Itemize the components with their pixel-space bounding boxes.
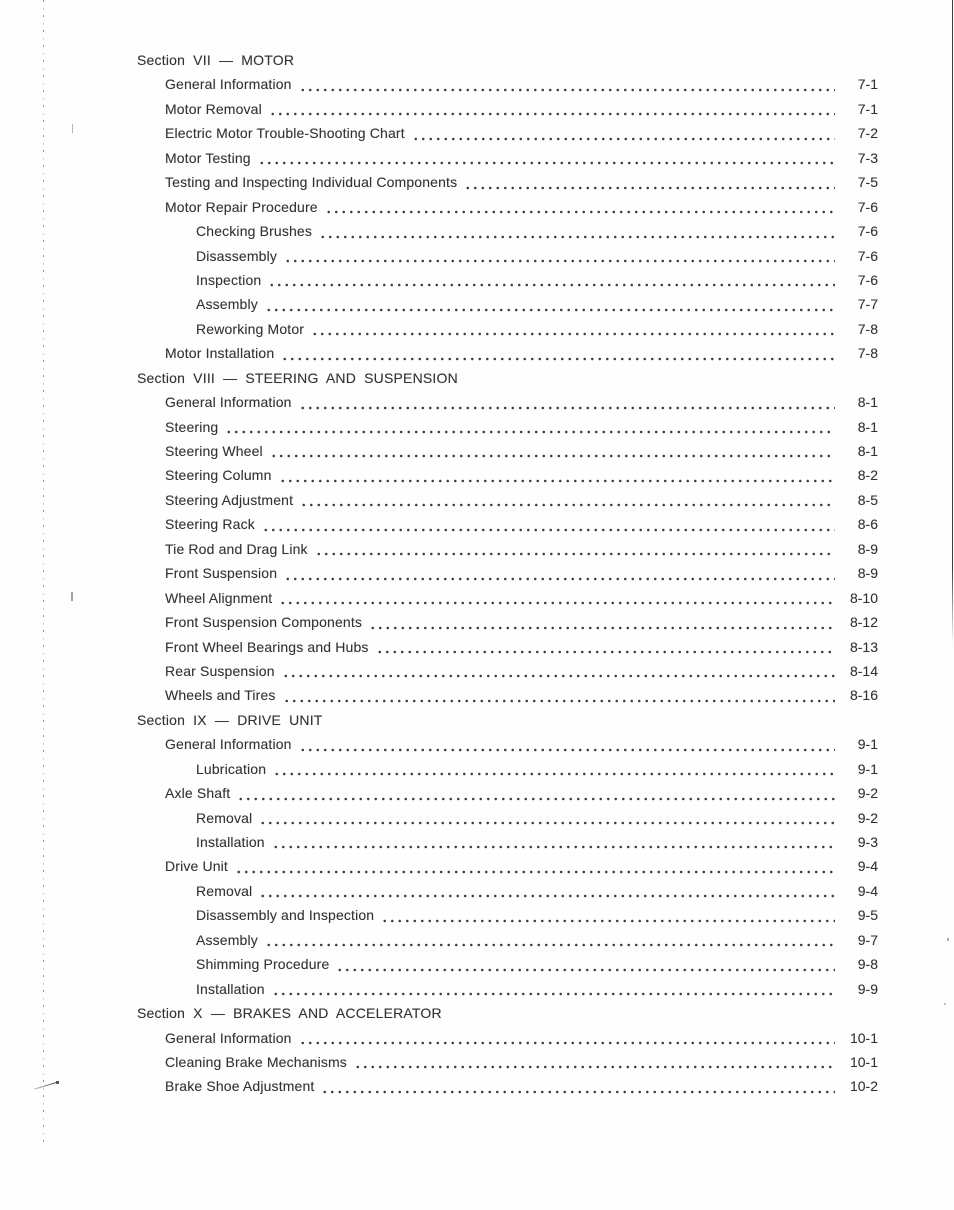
toc-entry-label: Brake Shoe Adjustment bbox=[165, 1078, 315, 1095]
toc-entry-label: Steering Rack bbox=[165, 516, 255, 533]
toc-entry-label: Steering bbox=[165, 418, 219, 435]
toc-entry-label: Cleaning Brake Mechanisms bbox=[165, 1053, 347, 1070]
toc-entry-label: General Information bbox=[165, 394, 292, 411]
toc-entry-label: Inspection bbox=[196, 271, 262, 288]
toc-entry-label: Electric Motor Trouble-Shooting Chart bbox=[165, 125, 405, 142]
scan-artifact-speck bbox=[947, 938, 949, 941]
toc-entry-row bbox=[0, 1050, 878, 1074]
dot-leader bbox=[265, 292, 835, 316]
toc-entry-label: Motor Removal bbox=[165, 100, 262, 117]
page-number: 9-4 bbox=[857, 858, 878, 875]
section-header-row bbox=[0, 708, 878, 732]
dot-leader bbox=[369, 610, 835, 634]
toc-entry-row bbox=[0, 219, 878, 243]
toc-entry-row bbox=[0, 659, 878, 683]
page-number: 10-1 bbox=[849, 1053, 878, 1070]
toc-entry-label: Assembly bbox=[196, 931, 258, 948]
dot-leader bbox=[272, 977, 835, 1001]
toc-entry-row bbox=[0, 635, 878, 659]
dot-leader bbox=[311, 317, 835, 341]
dot-leader bbox=[262, 512, 835, 536]
toc-entry-row bbox=[0, 268, 878, 292]
page-number: 7-6 bbox=[857, 198, 878, 215]
section-title: Section X — BRAKES AND ACCELERATOR bbox=[137, 1005, 442, 1022]
toc-entry-label: Removal bbox=[196, 882, 253, 899]
page-number: 7-2 bbox=[857, 125, 878, 142]
page-number: 9-2 bbox=[857, 809, 878, 826]
page-number: 8-14 bbox=[849, 662, 878, 679]
dot-leader bbox=[265, 928, 835, 952]
page-number: 8-1 bbox=[857, 418, 878, 435]
dot-leader bbox=[270, 439, 835, 463]
dot-leader bbox=[284, 244, 835, 268]
page-number: 9-8 bbox=[857, 956, 878, 973]
dot-leader bbox=[283, 683, 835, 707]
page-number: 7-6 bbox=[857, 271, 878, 288]
toc-entry-label: General Information bbox=[165, 76, 292, 93]
toc-entry-row bbox=[0, 683, 878, 707]
toc-entry-label: Wheels and Tires bbox=[165, 687, 276, 704]
toc-entry-row bbox=[0, 390, 878, 414]
toc-entry-row bbox=[0, 928, 878, 952]
toc-entry-row bbox=[0, 170, 878, 194]
dot-leader bbox=[225, 415, 835, 439]
toc-entry-row bbox=[0, 537, 878, 561]
toc-entry-row bbox=[0, 463, 878, 487]
toc-entry-row bbox=[0, 561, 878, 585]
toc-entry-row bbox=[0, 1026, 878, 1050]
dot-leader bbox=[376, 635, 835, 659]
toc-entry-label: Tie Rod and Drag Link bbox=[165, 540, 308, 557]
toc-entry-label: Lubrication bbox=[196, 760, 267, 777]
dot-leader bbox=[235, 854, 835, 878]
page-number: 8-9 bbox=[857, 540, 878, 557]
toc-entry-label: Motor Repair Procedure bbox=[165, 198, 318, 215]
toc-entry-label: Drive Unit bbox=[165, 858, 228, 875]
toc-entry-label: General Information bbox=[165, 736, 292, 753]
page-number: 7-6 bbox=[857, 247, 878, 264]
section-title: Section IX — DRIVE UNIT bbox=[137, 711, 323, 728]
dot-leader bbox=[300, 488, 835, 512]
page-number: 9-4 bbox=[857, 882, 878, 899]
dot-leader bbox=[269, 97, 835, 121]
toc-entry-row bbox=[0, 806, 878, 830]
page-number: 9-1 bbox=[857, 760, 878, 777]
page-number: 10-1 bbox=[849, 1029, 878, 1046]
dot-leader bbox=[299, 1026, 835, 1050]
page-number: 9-5 bbox=[857, 907, 878, 924]
page-number: 7-3 bbox=[857, 149, 878, 166]
page-number: 9-3 bbox=[857, 834, 878, 850]
toc-entry-label: Disassembly and Inspection bbox=[196, 907, 375, 924]
toc-entry-label: Removal bbox=[196, 809, 253, 826]
toc-entry-row bbox=[0, 977, 878, 1001]
page-number: 8-12 bbox=[849, 614, 878, 631]
scan-artifact-speck bbox=[944, 1003, 946, 1005]
page-number: 8-16 bbox=[849, 687, 878, 704]
toc-entry-row bbox=[0, 292, 878, 316]
toc-entry-row bbox=[0, 854, 878, 878]
dot-leader bbox=[319, 219, 835, 243]
dot-leader bbox=[354, 1050, 835, 1074]
page-number: 7-5 bbox=[857, 174, 878, 191]
toc-entry-label: Checking Brushes bbox=[196, 223, 313, 240]
page-number: 9-1 bbox=[857, 736, 878, 753]
toc-entry-label: Reworking Motor bbox=[196, 320, 305, 337]
dot-leader bbox=[299, 390, 835, 414]
dot-leader bbox=[259, 879, 835, 903]
page-number: 9-9 bbox=[857, 980, 878, 997]
page-number: 8-6 bbox=[857, 516, 878, 533]
dot-leader bbox=[273, 757, 835, 781]
toc-entry-label: Rear Suspension bbox=[165, 662, 275, 679]
toc-entry-label: Front Suspension Components bbox=[165, 614, 363, 631]
page-number: 8-5 bbox=[857, 491, 878, 508]
toc-entry-row bbox=[0, 121, 878, 145]
toc-entry-label: Motor Testing bbox=[165, 149, 251, 166]
page-number: 7-8 bbox=[857, 345, 878, 362]
toc-entry-label: General Information bbox=[165, 1029, 292, 1046]
toc-entry-label: Disassembly bbox=[196, 247, 278, 264]
toc-entry-row bbox=[0, 952, 878, 976]
page-number: 9-2 bbox=[857, 785, 878, 802]
page-number: 8-1 bbox=[857, 394, 878, 411]
section-header-row bbox=[0, 366, 878, 390]
toc-entry-row bbox=[0, 439, 878, 463]
dot-leader bbox=[299, 72, 835, 96]
toc-entry-label: Front Wheel Bearings and Hubs bbox=[165, 638, 369, 655]
toc-entry-row bbox=[0, 415, 878, 439]
dot-leader bbox=[279, 586, 835, 610]
dot-leader bbox=[321, 1074, 835, 1098]
page-number: 10-2 bbox=[849, 1078, 878, 1095]
toc-entry-label: Steering Wheel bbox=[165, 443, 263, 459]
section-header-row bbox=[0, 1001, 878, 1025]
page-number: 7-1 bbox=[857, 76, 878, 93]
dot-leader bbox=[315, 537, 835, 561]
dot-leader bbox=[284, 561, 835, 585]
toc-entry-row bbox=[0, 903, 878, 927]
dot-leader bbox=[268, 268, 835, 292]
page-number: 8-2 bbox=[857, 467, 878, 484]
toc-entry-row bbox=[0, 1074, 878, 1098]
toc-entry-label: Shimming Procedure bbox=[196, 956, 330, 973]
toc-entry-row bbox=[0, 512, 878, 536]
toc-entry-label: Front Suspension bbox=[165, 565, 278, 582]
dot-leader bbox=[325, 195, 835, 219]
section-title: Section VII — MOTOR bbox=[137, 52, 295, 68]
toc-entry-label: Steering Adjustment bbox=[165, 491, 294, 508]
toc-entry-row bbox=[0, 610, 878, 634]
dot-leader bbox=[336, 952, 835, 976]
toc-entry-label: Assembly bbox=[196, 296, 258, 313]
toc-entry-row bbox=[0, 586, 878, 610]
toc-entry-label: Wheel Alignment bbox=[165, 589, 273, 606]
toc-entry-row bbox=[0, 244, 878, 268]
toc-entry-row bbox=[0, 341, 878, 365]
toc-entry-row bbox=[0, 781, 878, 805]
dot-leader bbox=[282, 659, 835, 683]
page-number: 7-1 bbox=[857, 100, 878, 117]
toc-entry-row bbox=[0, 97, 878, 121]
page-number: 8-1 bbox=[857, 443, 878, 459]
toc-entry-row bbox=[0, 72, 878, 96]
dot-leader bbox=[237, 781, 835, 805]
page-number: 8-13 bbox=[849, 638, 878, 655]
toc-entry-label: Testing and Inspecting Individual Components bbox=[165, 174, 458, 191]
page-number: 7-6 bbox=[857, 223, 878, 240]
dot-leader bbox=[259, 806, 835, 830]
toc-entry-row bbox=[0, 317, 878, 341]
page-number: 7-8 bbox=[857, 320, 878, 337]
page-number: 9-7 bbox=[857, 931, 878, 948]
toc-entry-row bbox=[0, 879, 878, 903]
table-of-contents bbox=[0, 48, 878, 1099]
toc-entry-label: Steering Column bbox=[165, 467, 272, 484]
toc-entry-row bbox=[0, 757, 878, 781]
dot-leader bbox=[272, 830, 835, 854]
page-number: 7-7 bbox=[857, 296, 878, 313]
page-number: 8-9 bbox=[857, 565, 878, 582]
section-header-row bbox=[0, 48, 878, 72]
dot-leader bbox=[279, 463, 835, 487]
scan-artifact-right-edge-line bbox=[952, 0, 953, 645]
toc-entry-row bbox=[0, 488, 878, 512]
dot-leader bbox=[281, 341, 835, 365]
dot-leader bbox=[299, 732, 835, 756]
toc-entry-label: Installation bbox=[196, 980, 265, 997]
toc-entry-row bbox=[0, 146, 878, 170]
dot-leader bbox=[381, 903, 835, 927]
toc-entry-label: Installation bbox=[196, 834, 265, 850]
toc-entry-label: Motor Installation bbox=[165, 345, 275, 362]
toc-entry-row bbox=[0, 732, 878, 756]
section-title: Section VIII — STEERING AND SUSPENSION bbox=[137, 369, 458, 386]
toc-entry-row bbox=[0, 830, 878, 854]
page-number: 8-10 bbox=[849, 589, 878, 606]
toc-entry-row bbox=[0, 195, 878, 219]
dot-leader bbox=[412, 121, 835, 145]
toc-entry-label: Axle Shaft bbox=[165, 785, 231, 802]
dot-leader bbox=[464, 170, 835, 194]
dot-leader bbox=[258, 146, 835, 170]
